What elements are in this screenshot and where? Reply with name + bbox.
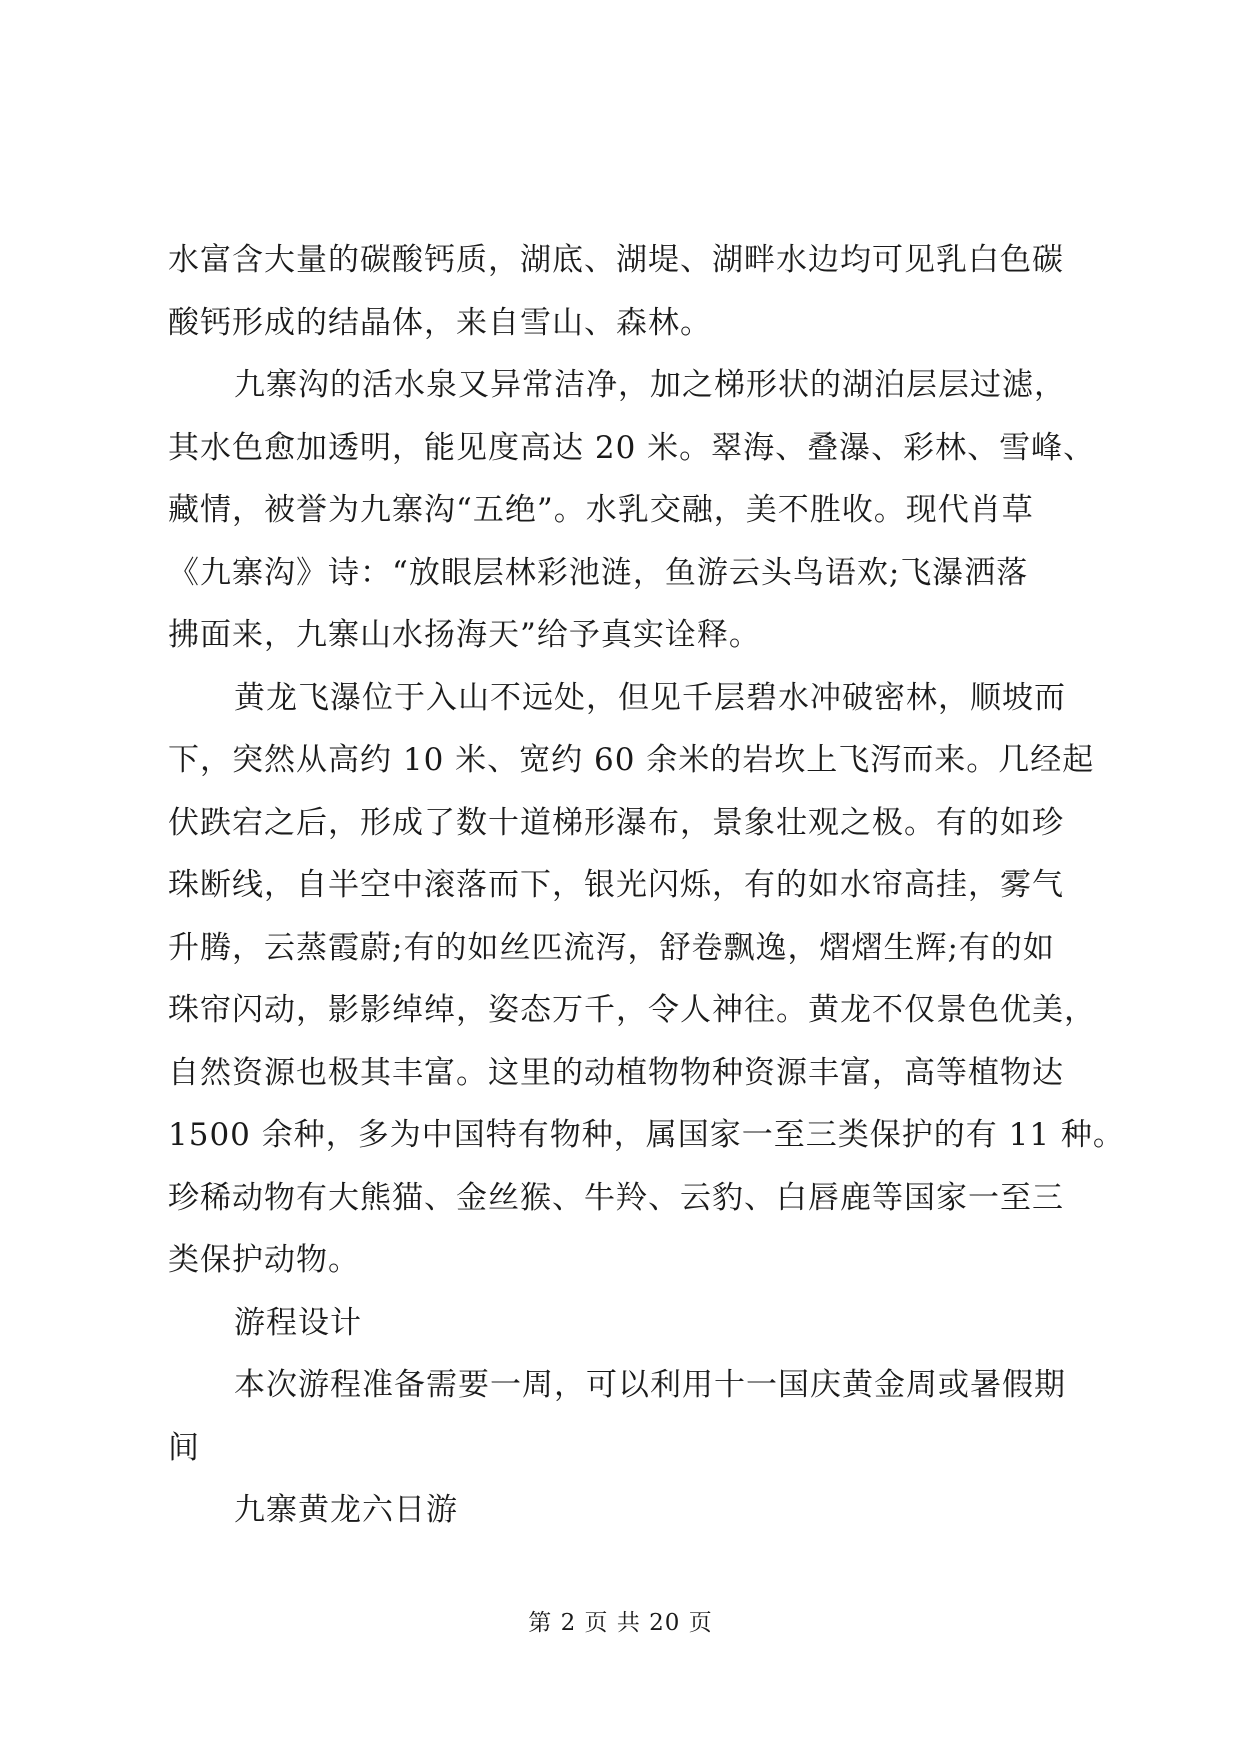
text-line: 《九寨沟》诗：“放眼层林彩池涟，鱼游云头鸟语欢;飞瀑洒落 <box>168 554 1029 591</box>
text-line: 游程设计 <box>234 1304 362 1341</box>
paragraph-1 <box>168 229 1088 354</box>
text-line: 水富含大量的碳酸钙质，湖底、湖堤、湖畔水边均可见乳白色碳 <box>168 242 1064 278</box>
text-line: 1500 余种，多为中国特有物种，属国家一至三类保护的有 11 种。 <box>168 1117 1125 1153</box>
text-line: 珠帘闪动，影影绰绰，姿态万千，令人神往。黄龙不仅景色优美， <box>168 992 1096 1028</box>
text-line: 其水色愈加透明，能见度高达 20 米。翠海、叠瀑、彩林、雪峰、 <box>168 429 1096 466</box>
text-line: 类保护动物。 <box>168 1242 360 1278</box>
text-line: 伏跌宕之后，形成了数十道梯形瀑布，景象壮观之极。有的如珍 <box>168 804 1064 841</box>
section-heading-itinerary <box>168 1292 1088 1355</box>
text-line: 升腾，云蒸霞蔚;有的如丝匹流泻，舒卷飘逸，熠熠生辉;有的如 <box>168 929 1055 966</box>
text-line: 珠断线，自半空中滚落而下，银光闪烁，有的如水帘高挂，雾气 <box>168 867 1064 903</box>
text-line: 自然资源也极其丰富。这里的动植物物种资源丰富，高等植物达 <box>168 1054 1064 1091</box>
text-line: 珍稀动物有大熊猫、金丝猴、牛羚、云豹、白唇鹿等国家一至三 <box>168 1179 1064 1216</box>
page-footer: 第 2 页 共 20 页 <box>528 1610 713 1636</box>
text-line: 拂面来，九寨山水扬海天”给予真实诠释。 <box>168 617 761 653</box>
text-line: 藏情，被誉为九寨沟“五绝”。水乳交融，美不胜收。现代肖草 <box>168 492 1034 528</box>
text-line: 九寨黄龙六日游 <box>234 1492 458 1528</box>
paragraph-3 <box>168 667 1125 1292</box>
paragraph-2 <box>168 354 1096 667</box>
document-body <box>168 229 1125 1542</box>
text-line: 下，突然从高约 10 米、宽约 60 余米的岩坎上飞泻而来。几经起 <box>168 742 1095 778</box>
paragraph-5 <box>168 1354 1088 1479</box>
text-line: 本次游程准备需要一周，可以利用十一国庆黄金周或暑假期 <box>234 1367 1066 1403</box>
text-line: 间 <box>168 1429 200 1466</box>
text-line: 酸钙形成的结晶体，来自雪山、森林。 <box>168 304 712 341</box>
text-line: 黄龙飞瀑位于入山不远处，但见千层碧水冲破密林，顺坡而 <box>234 679 1066 716</box>
section-heading-tour <box>168 1479 1088 1542</box>
text-line: 九寨沟的活水泉又异常洁净，加之梯形状的湖泊层层过滤， <box>234 367 1066 403</box>
